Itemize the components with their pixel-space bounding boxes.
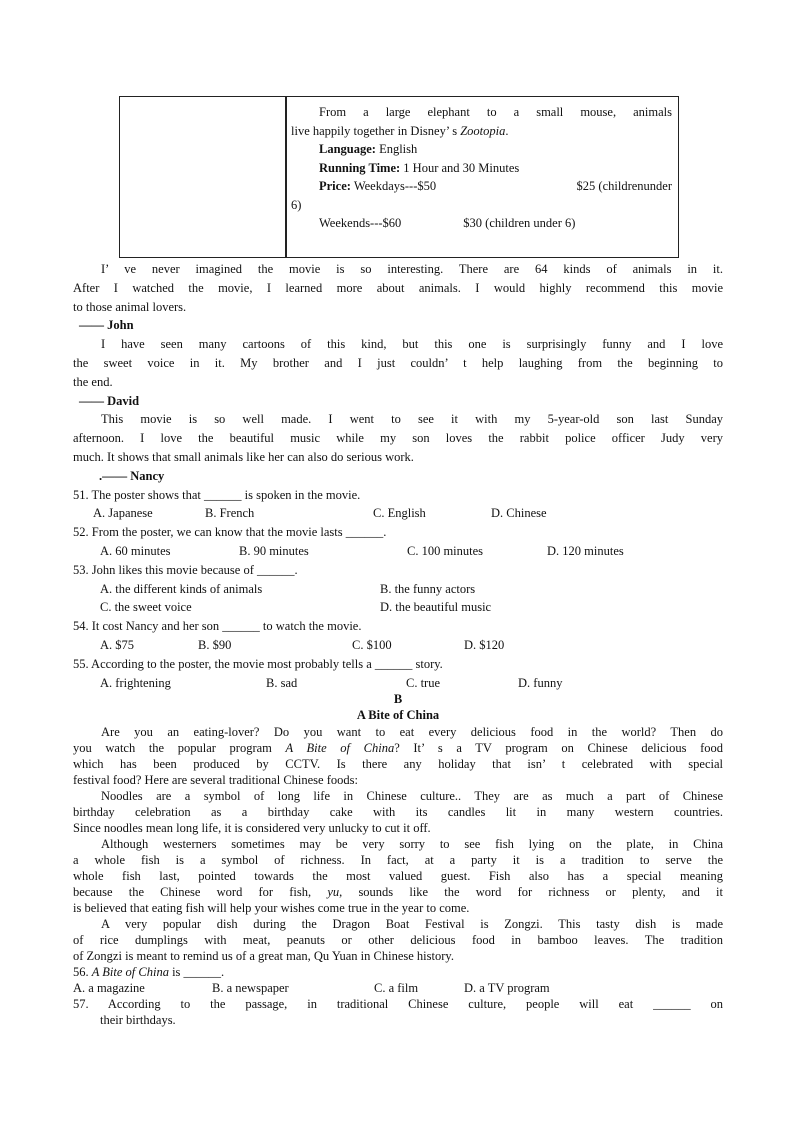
question-56: 56. A Bite of China is ______. (73, 965, 225, 980)
option: A. Japanese (93, 506, 153, 521)
poster-language: Language: English (319, 142, 418, 156)
passage-line: A very popular dish during the Dragon Boat Festival is Zongzi. This tasty dish is made (101, 917, 723, 932)
option: D. funny (518, 675, 563, 690)
option: C. 100 minutes (407, 543, 484, 558)
question-53-options (73, 580, 723, 599)
option: B. 90 minutes (239, 543, 309, 558)
option: D. Chinese (491, 506, 547, 521)
option: C. true (406, 675, 441, 690)
review-line: This movie is so well made. I went to see it with my 5-year-old son last Sunday (101, 412, 723, 427)
option: A. 60 minutes (100, 543, 171, 558)
question-57: 57. According to the passage, in traditional Chinese culture, people will eat ______ on (73, 997, 723, 1012)
option: D. $120 (464, 637, 505, 652)
poster-intro-line: live happily together in Disney’ s Zootopia. (291, 123, 509, 138)
review-signer: —— David (79, 393, 140, 408)
passage-line: whole fish last, pointed towards the most valued guest. Fish also has a special meaning (73, 869, 723, 884)
passage-line: Since noodles mean long life, it is considered very unlucky to cut it off. (73, 821, 431, 836)
passage-line: Noodles are a symbol of long life in Chinese culture.. They are as much a part of Chinese (101, 789, 723, 804)
option: A. a magazine (73, 981, 145, 996)
review-line: After I watched the movie, I learned more about animals. I would highly recommend this movie (73, 280, 723, 295)
option: D. a TV program (464, 981, 550, 996)
poster-price-weekdays: Price: Weekdays---$50 $25 (childrenunder (319, 179, 672, 193)
passage-paragraph-1 (73, 724, 723, 788)
passage-line: birthday celebration as a birthday cake with its candles lit in many western countries. (73, 805, 723, 820)
passage-line: because the Chinese word for fish, yu, sounds like the word for richness or plenty, and it (73, 885, 723, 900)
exam-page (73, 96, 723, 1028)
section-letter: B (393, 692, 403, 707)
program-title: A Bite of China (285, 741, 395, 756)
question-54-options (73, 636, 723, 655)
passage-line: of rice dumplings with meat, peanuts or other delicious food in bamboo leaves. The tradition (73, 933, 723, 948)
review-nancy (73, 410, 723, 485)
passage-line: festival food? Here are several traditional Chinese foods: (73, 773, 358, 788)
question-55: 55. According to the poster, the movie most probably tells a ______ story. (73, 656, 443, 671)
option: C. $100 (352, 637, 392, 652)
passage-line: Although westerners sometimes may be very sorry to see fish lying on the plate, in China (101, 837, 723, 852)
question-56-options (73, 980, 723, 996)
movie-title: Zootopia (460, 123, 506, 138)
review-john (73, 260, 723, 335)
option: B. French (205, 506, 255, 521)
option: C. a film (374, 981, 419, 996)
reviews (73, 260, 723, 486)
poster-info-cell (286, 97, 678, 257)
questions-section-a (73, 486, 723, 693)
option: A. frightening (100, 675, 171, 690)
passage-line: which has been produced by CCTV. Is there any holiday that isn’ t celebrated with special (73, 757, 723, 772)
passage-paragraph-2 (73, 788, 723, 836)
review-line: the end. (73, 374, 113, 389)
review-line: I’ ve never imagined the movie is so interesting. There are 64 kinds of animals in it. (101, 262, 723, 276)
passage-line: is believed that eating fish will help your wishes come true in the year to come. (73, 901, 470, 916)
option: B. sad (266, 675, 298, 690)
poster-runtime: Running Time: 1 Hour and 30 Minutes (319, 160, 520, 175)
passage-line: a whole fish is a symbol of richness. In fact, at a party it is a tradition to serve the (73, 853, 723, 868)
poster-price-wrap: 6) (291, 197, 302, 212)
passage-line: Are you an eating-lover? Do you want to eat every delicious food in the world? Then do (101, 725, 723, 740)
passage-paragraph-3 (73, 836, 723, 916)
passage-paragraph-4 (73, 916, 723, 964)
section-b (73, 692, 723, 1028)
poster-price-weekends: Weekends---$60 $30 (children under 6) (319, 216, 576, 230)
option: B. $90 (198, 637, 232, 652)
poster-image-cell (120, 97, 286, 257)
movie-poster-table (119, 96, 679, 258)
question-54: 54. It cost Nancy and her son ______ to watch the movie. (73, 619, 362, 634)
question-53-options (73, 598, 723, 617)
review-line: I have seen many cartoons of this kind, but this one is surprisingly funny and I love (101, 337, 723, 352)
question-52: 52. From the poster, we can know that the movie lasts ______. (73, 525, 387, 540)
review-line: to those animal lovers. (73, 299, 187, 314)
review-signer: —— John (79, 318, 134, 333)
question-53: 53. John likes this movie because of ______. (73, 562, 298, 577)
option: C. the sweet voice (100, 600, 192, 615)
review-david (73, 335, 723, 410)
question-52-options (73, 542, 723, 561)
question-57-continued: their birthdays. (100, 1013, 176, 1028)
option: A. the different kinds of animals (100, 581, 263, 596)
option: C. English (373, 506, 426, 521)
review-line: much. It shows that small animals like her can also do serious work. (73, 449, 414, 464)
poster-intro-line: From a large elephant to a small mouse, animals (319, 105, 672, 119)
passage-title: A Bite of China (356, 708, 440, 723)
question-51: 51. The poster shows that ______ is spoken in the movie. (73, 487, 361, 502)
passage-line: of Zongzi is meant to remind us of a great man, Qu Yuan in Chinese history. (73, 949, 454, 964)
review-signer: .—— Nancy (99, 468, 165, 483)
option: A. $75 (100, 637, 135, 652)
question-55-options (73, 674, 723, 693)
option: D. the beautiful music (380, 600, 492, 615)
question-51-options (73, 504, 723, 523)
review-line: the sweet voice in it. My brother and I just couldn’ t help laughing from the beginning to (73, 355, 723, 370)
passage-line: you watch the popular program A Bite of China? It’ s a TV program on Chinese delicious food (73, 741, 723, 756)
review-line: afternoon. I love the beautiful music while my son loves the rabbit police officer Judy very (73, 431, 723, 446)
option: B. a newspaper (212, 981, 289, 996)
option: B. the funny actors (380, 581, 476, 596)
option: D. 120 minutes (547, 543, 624, 558)
